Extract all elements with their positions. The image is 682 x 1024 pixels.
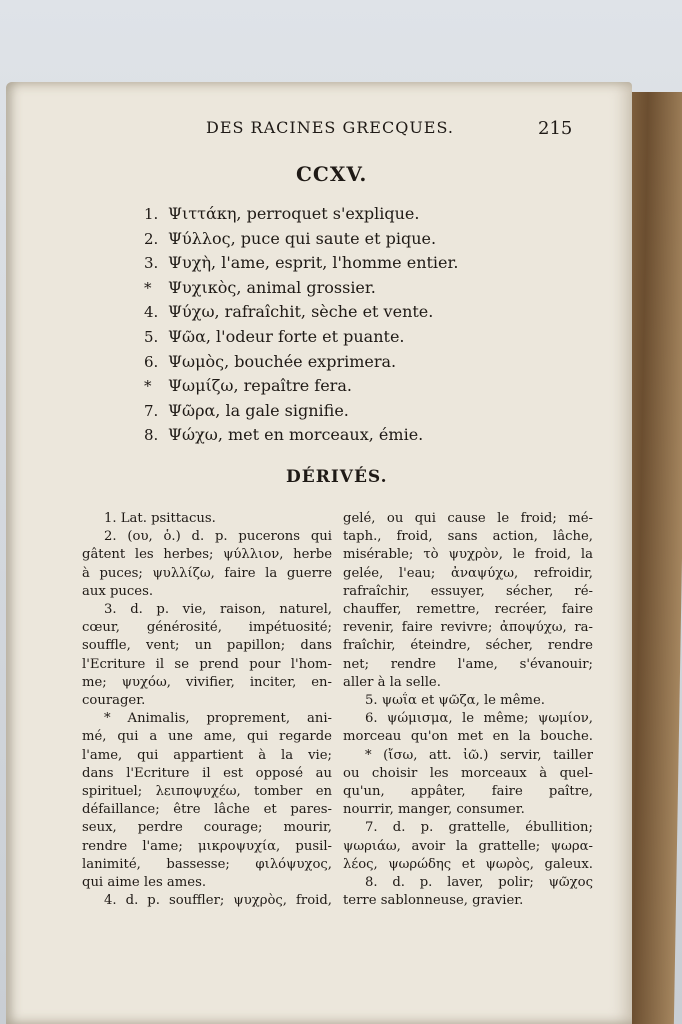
text-line: 6. ψώμισμα, le même; ψωμίον, <box>365 711 593 727</box>
text-line: * Animalis, proprement, ani- <box>104 711 332 727</box>
text-line: à puces; ψυλλίζω, faire la guerre <box>82 565 332 581</box>
left-column <box>82 510 332 910</box>
text-line: rafraîchir, essuyer, sécher, ré- <box>343 583 593 599</box>
text-line: seux, perdre courage; mourir, <box>82 820 332 836</box>
text-line: souffle, vent; un papillon; dans <box>82 638 332 654</box>
text-line: morceau qu'on met en la bouche. <box>343 729 593 745</box>
root-line <box>144 302 458 327</box>
root-number: * <box>144 278 152 297</box>
text-line: aller à la selle. <box>343 674 441 690</box>
root-text: Ψωμίζω, repaître fera. <box>168 376 352 396</box>
text-line: gâtent les herbes; ψύλλιον, herbe <box>82 547 332 563</box>
chapter-number: CCXV. <box>296 162 368 186</box>
text-line: 1. Lat. psittacus. <box>104 511 216 526</box>
root-number: 3. <box>144 254 159 273</box>
text-line: 5. ψωΐα et ψῶζα, le même. <box>365 693 545 709</box>
text-line: l'ame, qui appartient à la vie; <box>82 747 332 763</box>
root-number: 1. <box>144 205 159 223</box>
text-line: 7. d. p. grattelle, ébullition; <box>365 820 593 836</box>
root-text: Ψυχὴ, l'ame, esprit, l'homme entier. <box>168 253 459 273</box>
root-line <box>144 204 458 229</box>
root-line <box>144 327 458 352</box>
root-number: 8. <box>144 426 159 445</box>
text-line: rendre l'ame; μικροψυχία, pusil- <box>82 838 332 854</box>
root-line <box>144 253 458 278</box>
text-line: * (ἴσω, att. ἰῶ.) servir, tailler <box>365 747 593 763</box>
text-line: dans l'Ecriture il est opposé au <box>82 765 332 781</box>
root-text: Ψωμὸς, bouchée exprimera. <box>168 351 397 371</box>
text-line: l'Ecriture il se prend pour l'hom- <box>82 656 332 672</box>
text-line: défaillance; être lâche et pares- <box>82 802 332 818</box>
root-line <box>144 401 458 426</box>
text-line: nourrir, manger, consumer. <box>343 802 525 818</box>
text-line: courager. <box>82 693 146 709</box>
root-line <box>144 352 458 377</box>
text-line: me; ψυχόω, vivifier, inciter, en- <box>82 674 332 690</box>
right-column <box>343 510 593 910</box>
text-line: 4. d. p. souffler; ψυχρὸς, froid, <box>104 893 332 909</box>
root-number: * <box>144 377 152 396</box>
root-line <box>144 278 458 303</box>
text-line: taph., froid, sans action, lâche, <box>343 529 593 545</box>
text-line: qu'un, appâter, faire paître, <box>343 784 593 800</box>
text-line: fraîchir, éteindre, sécher, rendre <box>343 638 593 654</box>
text-line: net; rendre l'ame, s'évanouir; <box>343 656 593 672</box>
root-line <box>144 229 458 254</box>
text-line: ψωριάω, avoir la grattelle; ψωρα- <box>343 838 593 854</box>
root-number: 5. <box>144 327 159 346</box>
text-line: 2. (ου, ὁ.) d. p. pucerons qui <box>104 529 332 545</box>
root-text: Ψύχω, rafraîchit, sèche et vente. <box>168 302 434 322</box>
root-text: Ψιττάκη, perroquet s'explique. <box>168 204 420 223</box>
text-line: lanimité, bassesse; φιλόψυχος, <box>82 856 332 872</box>
text-line: cœur, générosité, impétuosité; <box>82 620 332 636</box>
text-line: 8. d. p. laver, polir; ψῶχος <box>365 875 593 891</box>
text-line: ou choisir les morceaux à quel- <box>343 765 593 781</box>
section-heading: DÉRIVÉS. <box>286 467 388 487</box>
text-line: spirituel; λειποψυχέω, tomber en <box>82 784 332 800</box>
text-line: aux puces. <box>82 583 154 599</box>
root-text: Ψῶρα, la gale signifie. <box>168 400 349 420</box>
root-number: 4. <box>144 303 159 322</box>
page-number: 215 <box>538 118 573 139</box>
running-header: DES RACINES GRECQUES. <box>206 118 454 137</box>
text-line: terre sablonneuse, gravier. <box>343 893 524 909</box>
root-line <box>144 376 458 401</box>
root-line <box>144 425 458 450</box>
text-line: gelée, l'eau; ἀναψύχω, refroidir, <box>343 565 593 581</box>
root-number: 6. <box>144 352 159 371</box>
root-number: 7. <box>144 401 159 420</box>
root-text: Ψώχω, met en morceaux, émie. <box>168 425 424 445</box>
text-line: chauffer, remettre, recréer, faire <box>343 602 593 618</box>
root-text: Ψυχικὸς, animal grossier. <box>168 277 376 297</box>
root-text: Ψῶα, l'odeur forte et puante. <box>168 326 405 346</box>
book-page <box>6 82 632 1024</box>
text-line: 3. d. p. vie, raison, naturel, <box>104 602 332 618</box>
roots-list <box>144 204 458 450</box>
root-text: Ψύλλος, puce qui saute et pique. <box>168 228 437 248</box>
text-line: λέος, ψωρώδης et ψωρὸς, galeux. <box>343 856 593 872</box>
text-line: misérable; τὸ ψυχρὸν, le froid, la <box>343 547 593 563</box>
text-line: revenir, faire revivre; ἀποψύχω, ra- <box>343 620 593 636</box>
text-line: gelé, ou qui cause le froid; mé- <box>343 511 593 526</box>
root-number: 2. <box>144 229 159 248</box>
text-line: mé, qui a une ame, qui regarde <box>82 729 332 745</box>
text-line: qui aime les ames. <box>82 875 207 891</box>
